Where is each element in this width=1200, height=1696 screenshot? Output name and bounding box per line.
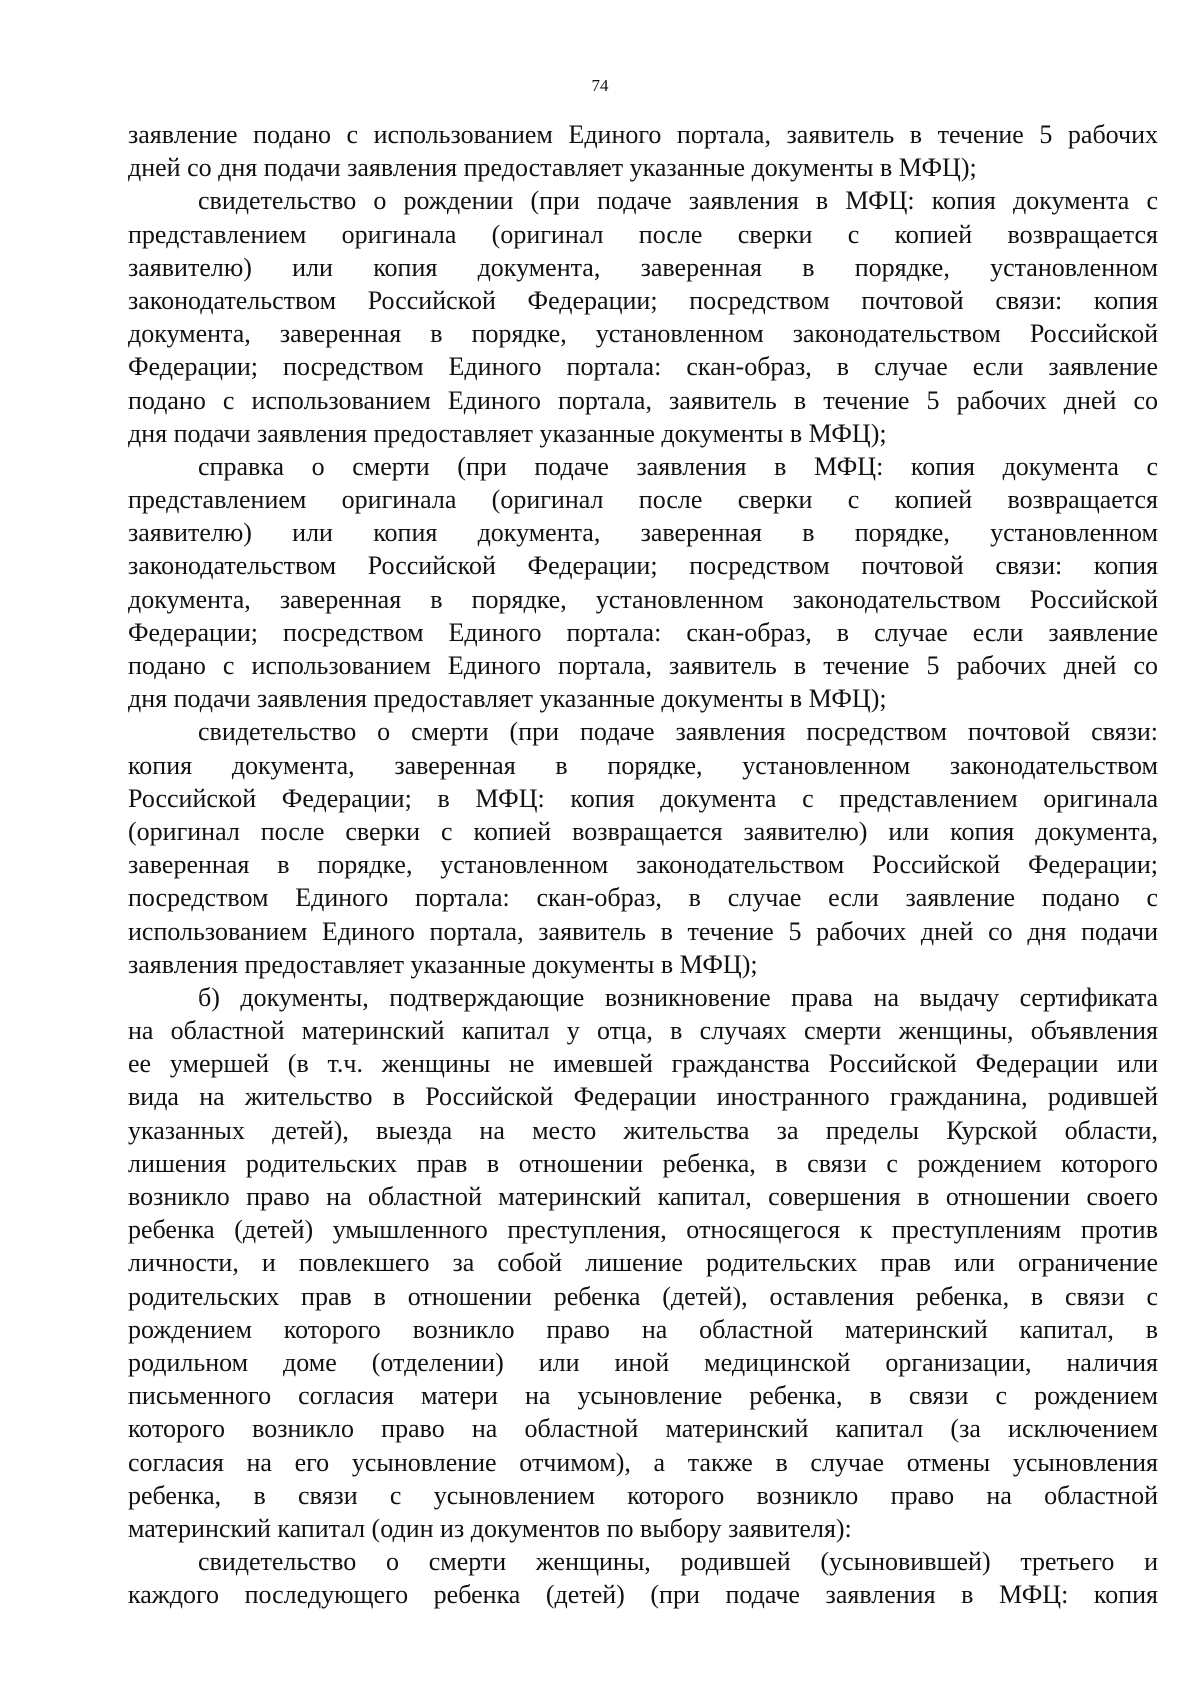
text-line: Федерации; посредством Единого портала: скан-образ, в случае если заявление <box>128 352 1158 382</box>
text-line: подано с использованием Единого портала, заявитель в течение 5 рабочих дней со <box>128 385 1158 415</box>
text-line: заявителю) или копия документа, заверенная в порядке, установленном <box>128 252 1158 282</box>
text-line: указанных детей), выезда на место жительства за пределы Курской области, <box>128 1115 1158 1145</box>
text-line: подано с использованием Единого портала, заявитель в течение 5 рабочих дней со <box>128 651 1158 680</box>
text-line: законодательством Российской Федерации; посредством почтовой связи: копия <box>128 285 1158 315</box>
text-line: представлением оригинала (оригинал после сверки с копией возвращается <box>128 485 1158 515</box>
text-line: (оригинал после сверки с копией возвращается заявителю) или копия документа, <box>128 816 1158 846</box>
text-line: дня подачи заявления предоставляет указанные документы в МФЦ); <box>128 418 887 448</box>
text-line: на областной материнский капитал у отца, в случаях смерти женщины, объявления <box>128 1016 1158 1046</box>
text-line: копия документа, заверенная в порядке, установленном законодательством <box>128 750 1158 780</box>
text-line: родильном доме (отделении) или иной медицинской организации, наличия <box>128 1347 1158 1377</box>
text-line: законодательством Российской Федерации; посредством почтовой связи: копия <box>128 551 1158 581</box>
page-number: 74 <box>591 76 609 95</box>
document-body <box>128 118 1158 1611</box>
text-line: личности, и повлекшего за собой лишение родительских прав или ограничение <box>128 1248 1158 1278</box>
text-line: посредством Единого портала: скан-образ, в случае если заявление подано с <box>128 883 1158 913</box>
text-line: ее умершей (в т.ч. женщины не имевшей гражданства Российской Федерации или <box>128 1049 1158 1079</box>
text-line: свидетельство о рождении (при подаче заявления в МФЦ: копия документа с <box>198 186 1158 216</box>
text-line: рождением которого возникло право на областной материнский капитал, в <box>128 1314 1158 1344</box>
text-line: ребенка (детей) умышленного преступления, относящегося к преступлениям против <box>128 1215 1158 1245</box>
text-line: ребенка, в связи с усыновлением которого возникло право на областной <box>128 1480 1158 1510</box>
text-line: каждого последующего ребенка (детей) (при подаче заявления в МФЦ: копия <box>128 1580 1158 1610</box>
text-line: заявления предоставляет указанные документы в МФЦ); <box>128 949 758 979</box>
text-line: вида на жительство в Российской Федерации иностранного гражданина, родившей <box>128 1082 1158 1112</box>
text-line: документа, заверенная в порядке, установленном законодательством Российской <box>128 584 1158 614</box>
text-line: использованием Единого портала, заявитель в течение 5 рабочих дней со дня подачи <box>128 916 1158 946</box>
text-line: свидетельство о смерти (при подаче заявления посредством почтовой связи: <box>198 717 1158 747</box>
text-line: заявление подано с использованием Единого портала, заявитель в течение 5 рабочих <box>128 120 1158 149</box>
text-line: заявителю) или копия документа, заверенная в порядке, установленном <box>128 518 1158 548</box>
text-line: заверенная в порядке, установленном законодательством Российской Федерации; <box>128 850 1158 880</box>
text-line: справка о смерти (при подаче заявления в МФЦ: копия документа с <box>198 451 1158 481</box>
text-line: б) документы, подтверждающие возникновение права на выдачу сертификата <box>198 982 1158 1012</box>
text-line: документа, заверенная в порядке, установленном законодательством Российской <box>128 319 1158 349</box>
text-line: письменного согласия матери на усыновление ребенка, в связи с рождением <box>128 1381 1158 1411</box>
text-line: согласия на его усыновление отчимом), а также в случае отмены усыновления <box>128 1447 1158 1477</box>
text-line: которого возникло право на областной материнский капитал (за исключением <box>128 1414 1158 1444</box>
text-line: лишения родительских прав в отношении ребенка, в связи с рождением которого <box>128 1148 1158 1178</box>
text-line: представлением оригинала (оригинал после сверки с копией возвращается <box>128 219 1158 249</box>
text-line: дней со дня подачи заявления предоставляет указанные документы в МФЦ); <box>128 153 977 183</box>
text-line: возникло право на областной материнский капитал, совершения в отношении своего <box>128 1182 1158 1211</box>
text-line: родительских прав в отношении ребенка (детей), оставления ребенка, в связи с <box>128 1281 1158 1311</box>
text-line: Федерации; посредством Единого портала: скан-образ, в случае если заявление <box>128 617 1158 647</box>
text-line: Российской Федерации; в МФЦ: копия документа с представлением оригинала <box>128 783 1158 813</box>
text-line: свидетельство о смерти женщины, родившей (усыновившей) третьего и <box>198 1547 1158 1577</box>
text-line: материнский капитал (один из документов по выбору заявителя): <box>128 1513 852 1543</box>
text-line: дня подачи заявления предоставляет указанные документы в МФЦ); <box>128 684 887 714</box>
